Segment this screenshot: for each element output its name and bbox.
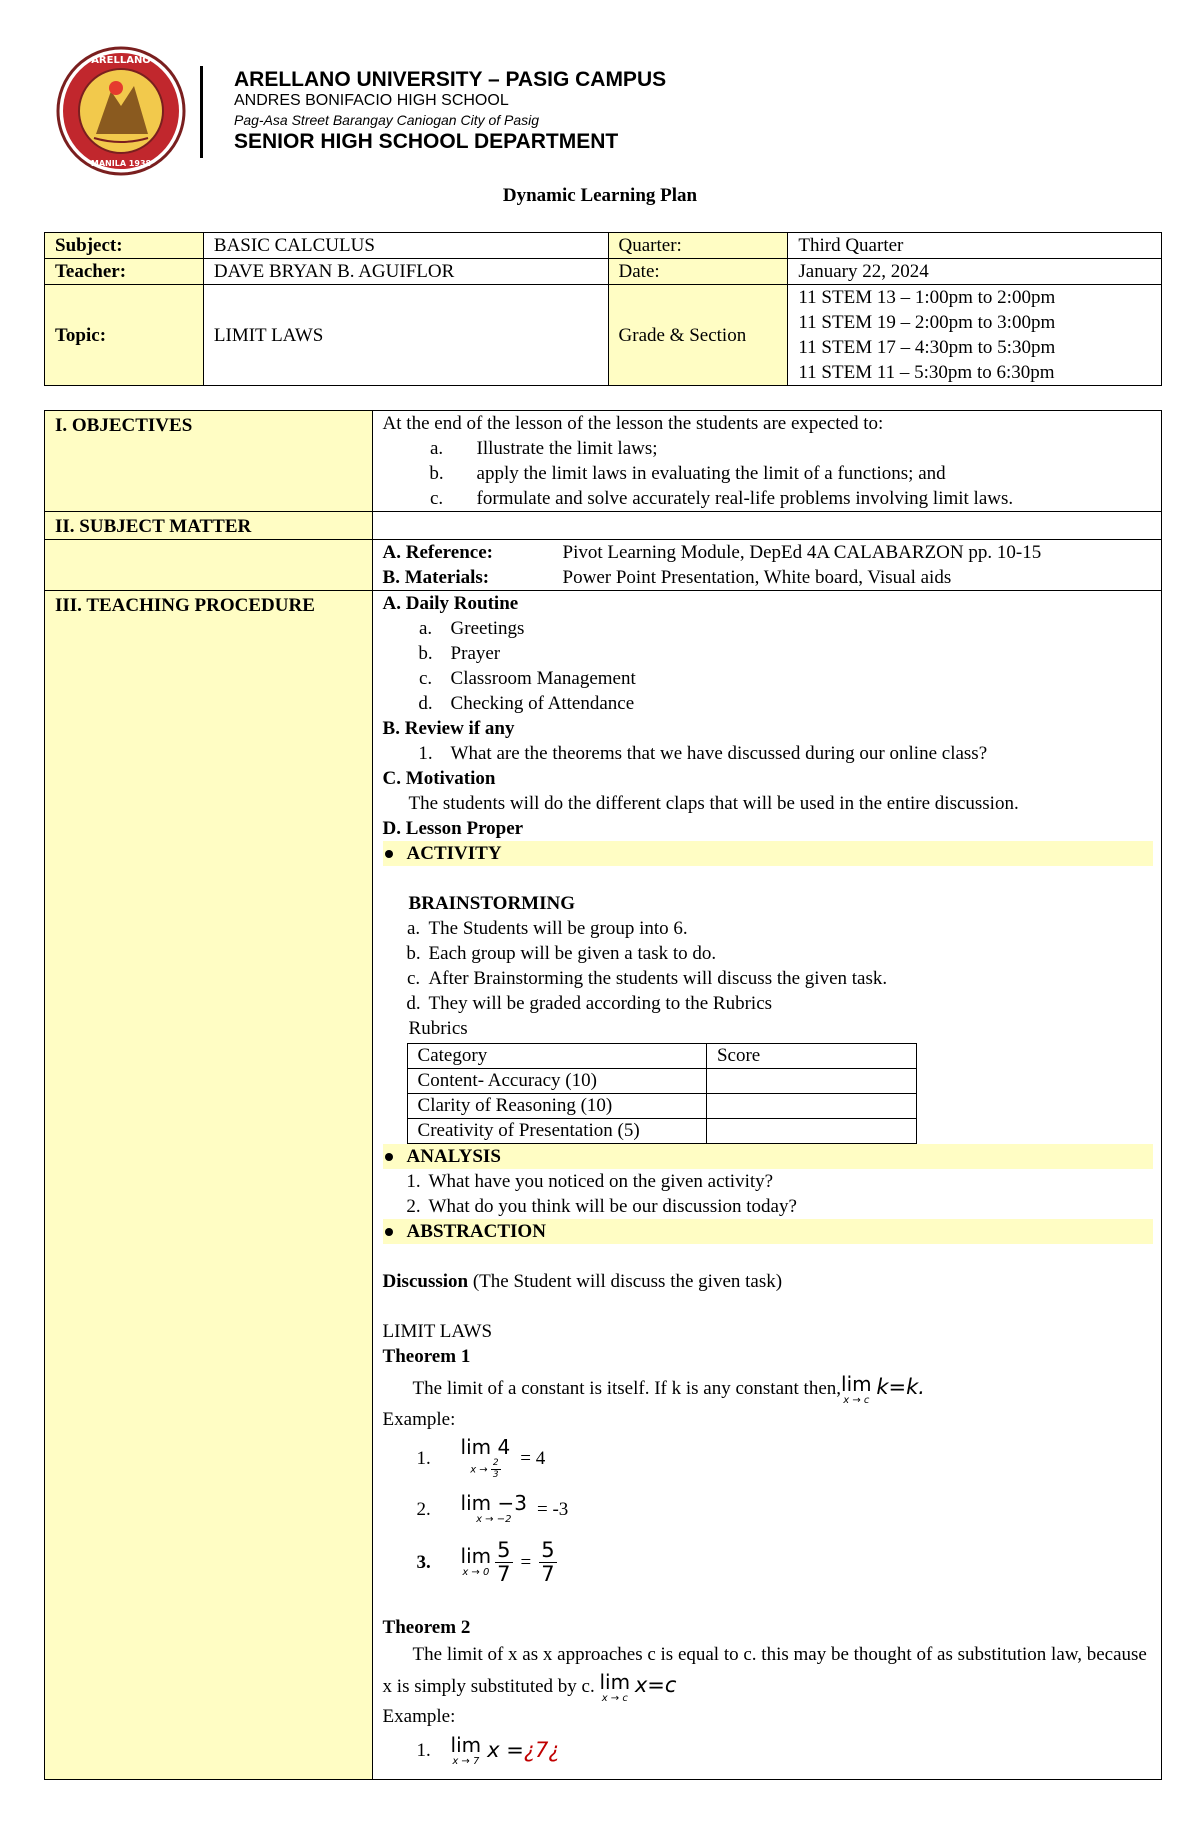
theorem2-formula (599, 1669, 631, 1704)
discussion-line (383, 1269, 1151, 1294)
lim-symbol: lim (841, 1371, 872, 1396)
formula-body: x = (487, 1738, 524, 1763)
analysis-text: What have you noticed on the given activity? (428, 1171, 774, 1192)
lim-subscript: x → c (843, 1394, 870, 1406)
rubric-category: Creativity of Presentation (5) (407, 1119, 706, 1144)
list-marker: b. (406, 943, 421, 964)
date-value: January 22, 2024 (788, 259, 1162, 285)
brainstorming-heading: BRAINSTORMING (408, 893, 576, 914)
lim-subscript: x → 0 (462, 1567, 490, 1578)
activity-text: After Brainstorming the students will discuss the given task. (428, 968, 888, 989)
reference-line (383, 540, 1151, 565)
review-heading: B. Review if any (382, 718, 515, 739)
objectives-heading: I. OBJECTIVES (45, 411, 373, 512)
analysis-item (383, 1169, 1151, 1194)
list-marker: b. (429, 463, 444, 484)
discussion-text: (The Student will discuss the given task) (472, 1271, 783, 1292)
example-formula (461, 1546, 492, 1578)
blank-cell (45, 540, 373, 591)
routine-text: Prayer (450, 643, 501, 664)
list-marker: d. (406, 993, 421, 1014)
objectives-cell (372, 411, 1161, 512)
section-line: 11 STEM 11 – 5:30pm to 6:30pm (798, 362, 1055, 383)
school-address: Pag-Asa Street Barangay Caniogan City of Pasig (234, 112, 540, 128)
review-text: What are the theorems that we have discussed during our online class? (450, 743, 988, 764)
activity-text: They will be graded according to the Rubrics (428, 993, 773, 1014)
lim-body: −3 (497, 1491, 527, 1515)
objective-item (383, 436, 1151, 461)
rubric-table (407, 1043, 917, 1144)
bullet-icon (385, 1153, 393, 1161)
list-marker: a. (406, 918, 421, 939)
quarter-label: Quarter: (608, 233, 788, 259)
materials-label: B. Materials: (382, 567, 490, 588)
list-marker: c. (418, 668, 433, 689)
routine-text: Checking of Attendance (450, 693, 635, 714)
teaching-procedure-heading: III. TEACHING PROCEDURE (45, 591, 373, 1780)
list-marker: a. (418, 618, 433, 639)
example-label: Example: (382, 1705, 456, 1727)
routine-item (383, 666, 1151, 691)
objective-item (383, 486, 1151, 511)
lim-expression: lim −3 (460, 1491, 527, 1515)
theorem2-heading: Theorem 2 (382, 1617, 471, 1638)
list-marker: 1. (416, 1740, 431, 1762)
section-line: 11 STEM 17 – 4:30pm to 5:30pm (798, 337, 1056, 358)
example-result: = -3 (536, 1498, 569, 1520)
example-row (383, 1432, 1151, 1484)
rubric-score (706, 1119, 916, 1144)
list-marker: d. (418, 693, 433, 714)
example-formula (460, 1434, 511, 1480)
bullet-icon (385, 1228, 393, 1236)
subject-value: BASIC CALCULUS (203, 233, 608, 259)
blank-cell (372, 512, 1161, 540)
rubric-score (706, 1094, 916, 1119)
list-marker: 1. (406, 1171, 421, 1192)
activity-item (383, 916, 1151, 941)
list-marker: a. (429, 438, 444, 459)
lesson-plan-table (44, 410, 1162, 1780)
list-marker: 2. (406, 1196, 421, 1217)
rubrics-label: Rubrics (408, 1018, 468, 1039)
document-title: Dynamic Learning Plan (502, 185, 698, 206)
topic-label: Topic: (45, 285, 204, 386)
rubric-header: Category (407, 1044, 706, 1069)
motivation-heading: C. Motivation (382, 768, 496, 789)
daily-routine-heading: A. Daily Routine (382, 593, 519, 614)
theorem1-heading: Theorem 1 (382, 1346, 471, 1367)
list-marker: 1. (418, 743, 433, 764)
example-label: Example: (382, 1409, 456, 1430)
list-marker: b. (418, 643, 433, 664)
theorem2-text: The limit of x as x approaches c is equal to c. this may be thought of as substitution law, because x is simply substituted by c. (382, 1644, 1147, 1697)
fraction-denominator: 7 (541, 1561, 555, 1586)
lim-symbol: lim (599, 1669, 631, 1694)
example-row (383, 1534, 1151, 1590)
teacher-label: Teacher: (45, 259, 204, 285)
svg-text:ARELLANO: ARELLANO (91, 55, 151, 66)
objective-text: Illustrate the limit laws; (476, 438, 658, 459)
activity-label: ACTIVITY (406, 843, 502, 864)
bullet-icon (385, 850, 393, 858)
theorem1-text: The limit of a constant is itself. If k is any constant then, (412, 1378, 842, 1399)
abstraction-heading (383, 1219, 1153, 1244)
teacher-value: DAVE BRYAN B. AGUIFLOR (203, 259, 608, 285)
list-marker: c. (406, 968, 421, 989)
fraction-denominator: 7 (497, 1561, 511, 1586)
lim-subscript: x → 7 (452, 1755, 480, 1767)
example-row (383, 1484, 1151, 1534)
list-marker: 2. (416, 1498, 431, 1520)
rubric-category: Clarity of Reasoning (10) (407, 1094, 706, 1119)
materials-value: Power Point Presentation, White board, Visual aids (562, 567, 952, 588)
activity-item (383, 966, 1151, 991)
discussion-label: Discussion (382, 1271, 469, 1292)
spacer (383, 866, 1151, 891)
date-label: Date: (608, 259, 788, 285)
review-item (383, 741, 1151, 766)
objective-text: formulate and solve accurately real-life problems involving limit laws. (476, 488, 1014, 509)
formula-body: k=k. (876, 1375, 925, 1399)
fraction-numerator: 2 (492, 1457, 499, 1468)
header-divider (200, 66, 203, 158)
fraction-denominator: 3 (492, 1469, 499, 1480)
section-line: 11 STEM 19 – 2:00pm to 3:00pm (798, 312, 1056, 333)
objective-text: apply the limit laws in evaluating the limit of a functions; and (476, 463, 946, 484)
analysis-heading (383, 1144, 1153, 1169)
spacer (383, 1244, 1151, 1269)
activity-heading (383, 841, 1153, 866)
lim-subscript (461, 1459, 511, 1480)
rubric-category: Content- Accuracy (10) (407, 1069, 706, 1094)
section-line: 11 STEM 13 – 1:00pm to 2:00pm (798, 287, 1056, 308)
arellano-university-logo (56, 46, 186, 176)
lim-subscript: x → −2 (476, 1514, 512, 1525)
quarter-value: Third Quarter (788, 233, 1162, 259)
lesson-proper-heading: D. Lesson Proper (382, 818, 524, 839)
abstraction-label: ABSTRACTION (406, 1221, 546, 1242)
university-name: ARELLANO UNIVERSITY – PASIG CAMPUS (234, 68, 667, 91)
formula-red-text: ¿7¿ (523, 1738, 560, 1763)
subject-matter-heading: II. SUBJECT MATTER (45, 512, 373, 540)
reference-label: A. Reference: (382, 542, 493, 563)
objective-item (383, 461, 1151, 486)
materials-line (383, 565, 1151, 590)
list-marker: 3. (416, 1551, 431, 1573)
rubric-header: Score (706, 1044, 916, 1069)
limit-laws-label: LIMIT LAWS (382, 1321, 493, 1342)
example-fraction (495, 1537, 512, 1586)
routine-text: Classroom Management (450, 668, 636, 689)
lim-expression: lim 4 (460, 1434, 511, 1459)
list-marker: 1. (416, 1447, 431, 1469)
sections-cell (788, 285, 1162, 386)
result-fraction (539, 1537, 556, 1586)
theorem2-statement (383, 1640, 1151, 1704)
motivation-text: The students will do the different claps that will be used in the entire discussion. (408, 793, 1019, 814)
analysis-text: What do you think will be our discussion today? (428, 1196, 797, 1217)
example-result: = 4 (520, 1447, 546, 1469)
rubric-score (706, 1069, 916, 1094)
analysis-item (383, 1194, 1151, 1219)
school-name: ANDRES BONIFACIO HIGH SCHOOL (234, 92, 509, 109)
subject-label: Subject: (45, 233, 204, 259)
objectives-intro: At the end of the lesson of the lesson the students are expected to: (382, 413, 884, 434)
procedure-cell (372, 591, 1161, 1780)
routine-item (383, 641, 1151, 666)
theorem1-statement (383, 1369, 1151, 1407)
lim-symbol: lim (460, 1544, 492, 1568)
activity-text: The Students will be group into 6. (428, 918, 688, 939)
routine-item (383, 691, 1151, 716)
routine-text: Greetings (450, 618, 525, 639)
example-row (383, 1729, 1151, 1773)
grade-section-label: Grade & Section (608, 285, 788, 386)
lim-body: 4 (497, 1434, 511, 1459)
spacer (383, 1294, 1151, 1319)
analysis-label: ANALYSIS (406, 1146, 501, 1167)
activity-item (383, 941, 1151, 966)
fraction-numerator: 5 (497, 1537, 511, 1562)
lim-subscript: x → c (601, 1692, 628, 1704)
topic-value: LIMIT LAWS (203, 285, 608, 386)
sub-prefix: x → (470, 1464, 488, 1475)
reference-value: Pivot Learning Module, DepEd 4A CALABARZON pp. 10-15 (562, 542, 1042, 563)
spacer (383, 1590, 1151, 1615)
info-table (44, 232, 1162, 386)
equals-sign: = (520, 1551, 532, 1573)
example-formula (461, 1493, 527, 1525)
sub-fraction (491, 1459, 501, 1480)
svg-text:MANILA 1938: MANILA 1938 (90, 159, 152, 168)
references-cell (372, 540, 1161, 591)
activity-text: Each group will be given a task to do. (428, 943, 717, 964)
fraction-numerator: 5 (541, 1537, 555, 1562)
formula-body: x=c (634, 1673, 677, 1697)
list-marker: c. (429, 488, 444, 509)
example-formula (450, 1732, 482, 1767)
activity-item (383, 991, 1151, 1016)
lim-symbol: lim (450, 1732, 482, 1757)
routine-item (383, 616, 1151, 641)
theorem1-formula (841, 1371, 872, 1406)
department-name: SENIOR HIGH SCHOOL DEPARTMENT (234, 130, 619, 153)
